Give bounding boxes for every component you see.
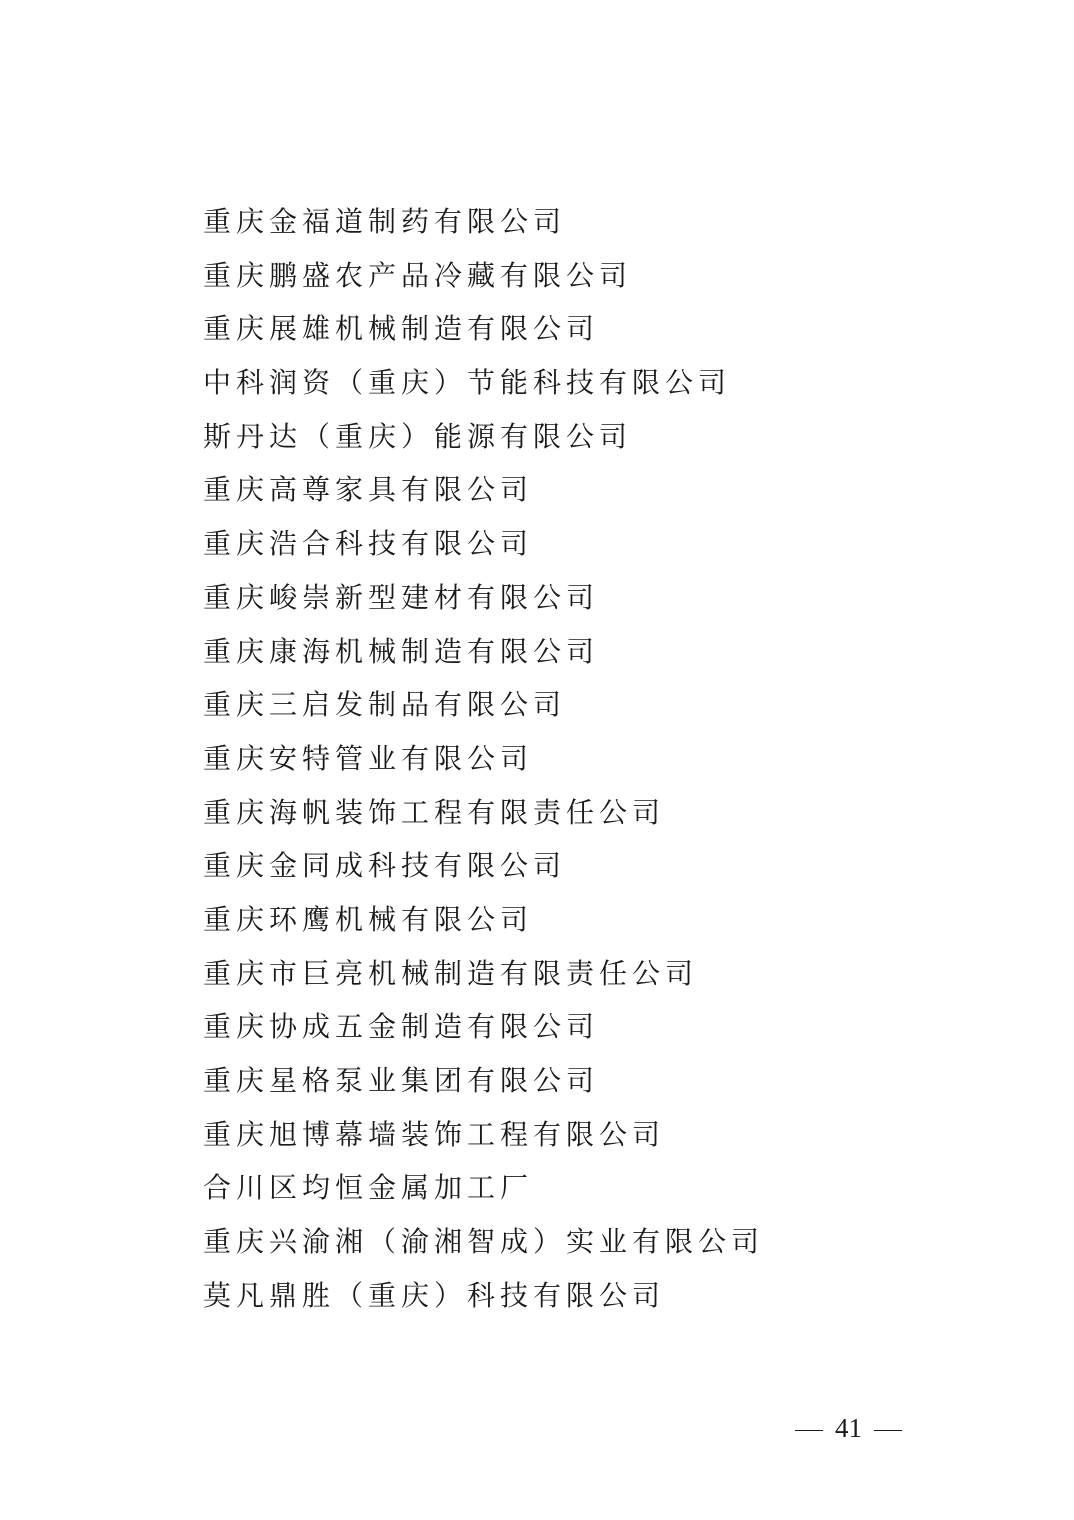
list-item: 重庆海帆装饰工程有限责任公司 xyxy=(203,795,666,829)
company-list xyxy=(203,195,764,1322)
list-item: 莫凡鼎胜（重庆）科技有限公司 xyxy=(203,1278,666,1312)
page-number-dash-right xyxy=(874,1430,902,1431)
list-item: 重庆浩合科技有限公司 xyxy=(203,527,534,561)
page-number-dash-left xyxy=(795,1430,823,1431)
list-item: 中科润资（重庆）节能科技有限公司 xyxy=(203,366,732,400)
list-item: 重庆金同成科技有限公司 xyxy=(203,849,567,883)
list-item: 斯丹达（重庆）能源有限公司 xyxy=(203,419,633,453)
list-item: 重庆星格泵业集团有限公司 xyxy=(203,1064,600,1097)
list-item: 重庆三启发制品有限公司 xyxy=(203,688,567,722)
page-number xyxy=(783,1408,914,1448)
list-item: 重庆旭博幕墙装饰工程有限公司 xyxy=(203,1117,666,1151)
list-item: 重庆环鹰机械有限公司 xyxy=(203,902,534,936)
list-item: 重庆安特管业有限公司 xyxy=(203,741,534,775)
list-item: 重庆高尊家具有限公司 xyxy=(203,473,534,507)
list-item: 重庆市巨亮机械制造有限责任公司 xyxy=(203,956,699,990)
page-number-value: 41 xyxy=(835,1413,862,1443)
list-item: 重庆峻崇新型建材有限公司 xyxy=(203,580,600,614)
list-item: 重庆兴渝湘（渝湘智成）实业有限公司 xyxy=(203,1225,765,1259)
list-item: 合川区均恒金属加工厂 xyxy=(203,1171,534,1205)
list-item: 重庆金福道制药有限公司 xyxy=(203,205,567,238)
list-item: 重庆展雄机械制造有限公司 xyxy=(203,312,600,346)
list-item: 重庆康海机械制造有限公司 xyxy=(203,634,600,668)
list-item: 重庆协成五金制造有限公司 xyxy=(203,1010,600,1044)
list-item: 重庆鹏盛农产品冷藏有限公司 xyxy=(203,258,633,292)
